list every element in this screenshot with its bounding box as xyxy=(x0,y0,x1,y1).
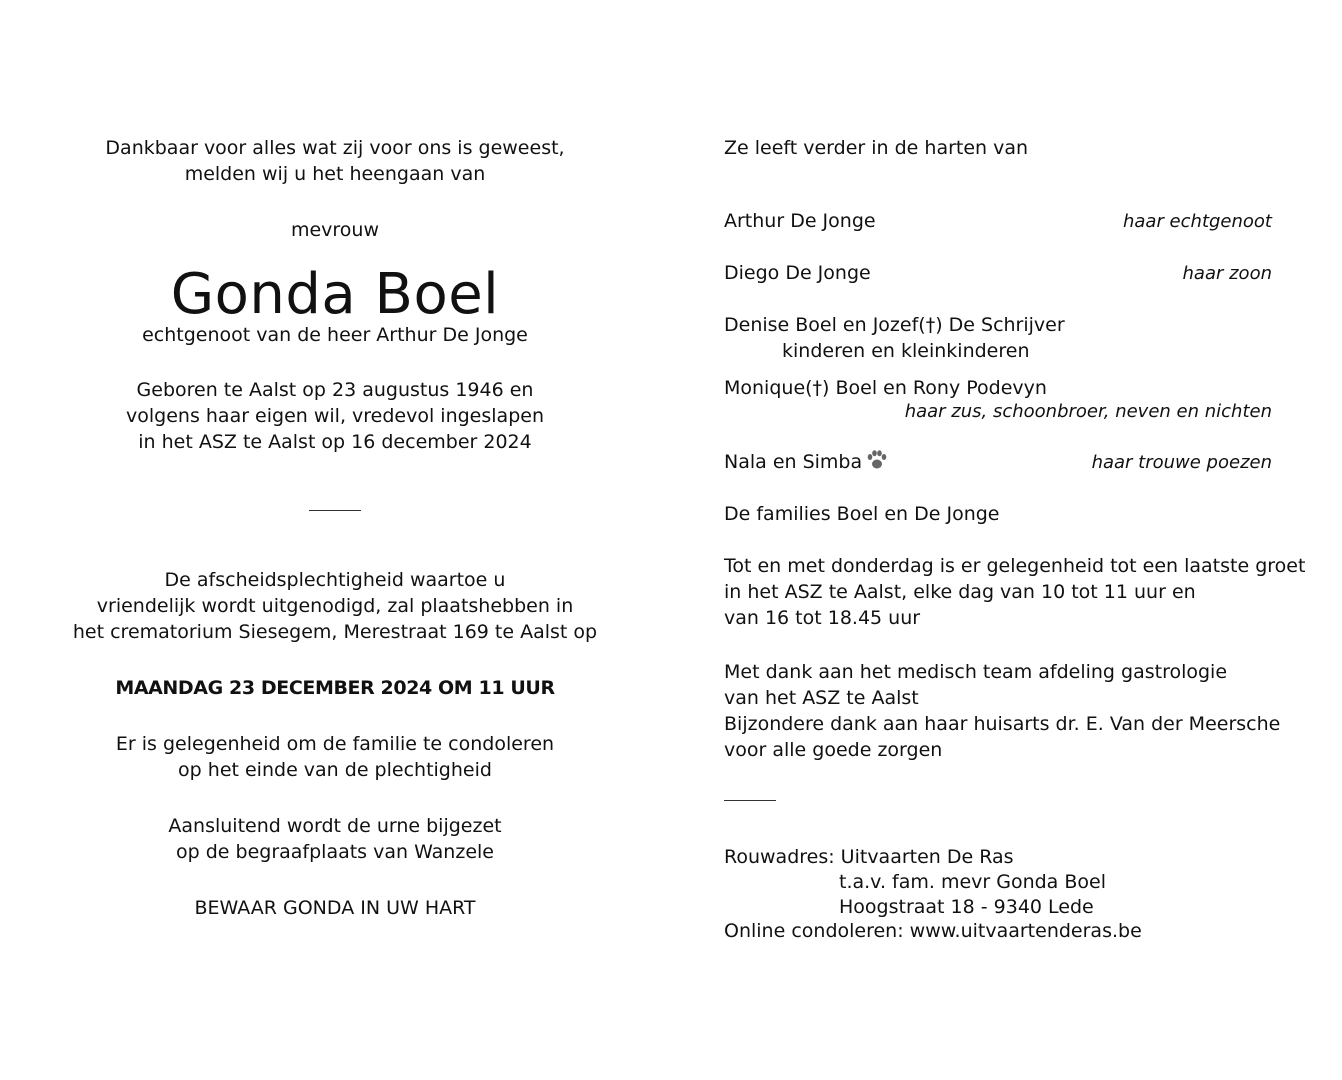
birth-line-2: volgens haar eigen wil, vredevol ingeslapen xyxy=(126,405,544,427)
spouse-line: echtgenoot van de heer Arthur De Jonge xyxy=(142,324,528,346)
thanks-line-4: voor alle goede zorgen xyxy=(724,739,943,761)
address-line-2: t.a.v. fam. mevr Gonda Boel xyxy=(839,871,1106,893)
family-member-name: Diego De Jonge xyxy=(724,262,871,284)
ceremony-line-3: het crematorium Siesegem, Merestraat 169 te Aalst op xyxy=(72,621,598,643)
urn-line-1: Aansluitend wordt de urne bijgezet xyxy=(168,815,502,837)
birth-line-3: in het ASZ te Aalst op 16 december 2024 xyxy=(138,431,532,453)
family-member-role: haar echtgenoot xyxy=(1122,211,1272,232)
address-label: Rouwadres: Uitvaarten De Ras xyxy=(724,846,1014,868)
condole-line-2: op het einde van de plechtigheid xyxy=(178,759,492,781)
siblings-line: Denise Boel en Jozef(†) De Schrijver xyxy=(724,314,1065,336)
address-line-3: Hoogstraat 18 - 9340 Lede xyxy=(839,896,1094,918)
intro-line-1: Dankbaar voor alles wat zij voor ons is geweest, xyxy=(105,137,565,159)
cats-name: Nala en Simba xyxy=(724,451,863,473)
deceased-name: Gonda Boel xyxy=(170,262,500,327)
ceremony-line-1: De afscheidsplechtigheid waartoe u xyxy=(164,569,506,591)
condole-line-1: Er is gelegenheid om de familie te condoleren xyxy=(115,733,555,755)
family-row xyxy=(724,208,1272,235)
thanks-line-1: Met dank aan het medisch team afdeling gastrologie xyxy=(724,661,1228,683)
paw-icon xyxy=(866,450,888,470)
families-line: De families Boel en De Jonge xyxy=(724,503,1000,525)
visit-line-3: van 16 tot 18.45 uur xyxy=(724,607,921,629)
closing-line: BEWAAR GONDA IN UW HART xyxy=(194,897,476,919)
cats-role: haar trouwe poezen xyxy=(1091,452,1272,473)
left-column xyxy=(60,135,610,921)
divider xyxy=(309,510,361,511)
cats-row xyxy=(724,449,1272,476)
thanks-line-2: van het ASZ te Aalst xyxy=(724,687,919,709)
ceremony-line-2: vriendelijk wordt uitgenodigd, zal plaatshebben in xyxy=(96,595,574,617)
family-member-role: haar zoon xyxy=(1182,263,1272,284)
cats-name-wrap xyxy=(724,449,888,475)
visit-line-2: in het ASZ te Aalst, elke dag van 10 tot 11 uur en xyxy=(724,581,1196,603)
family-row xyxy=(724,260,1272,287)
divider xyxy=(724,800,776,801)
urn-line-2: op de begraafplaats van Wanzele xyxy=(176,841,494,863)
birth-line-1: Geboren te Aalst op 23 augustus 1946 en xyxy=(136,379,534,401)
intro-line-2: melden wij u het heengaan van xyxy=(184,163,486,185)
sister-role: haar zus, schoonbroer, neven en nichten xyxy=(904,401,1272,422)
online-condolence: Online condoleren: www.uitvaartenderas.be xyxy=(724,920,1142,942)
honorific: mevrouw xyxy=(290,219,380,241)
thanks-line-3: Bijzondere dank aan haar huisarts dr. E. Van der Meersche xyxy=(724,713,1281,735)
siblings-sub: kinderen en kleinkinderen xyxy=(782,340,1030,362)
visit-line-1: Tot en met donderdag is er gelegenheid tot een laatste groet xyxy=(724,555,1306,577)
sister-line: Monique(†) Boel en Rony Podevyn xyxy=(724,377,1047,399)
family-member-name: Arthur De Jonge xyxy=(724,210,876,232)
family-heading: Ze leeft verder in de harten van xyxy=(724,137,1029,159)
ceremony-date: MAANDAG 23 DECEMBER 2024 OM 11 UUR xyxy=(115,677,555,699)
